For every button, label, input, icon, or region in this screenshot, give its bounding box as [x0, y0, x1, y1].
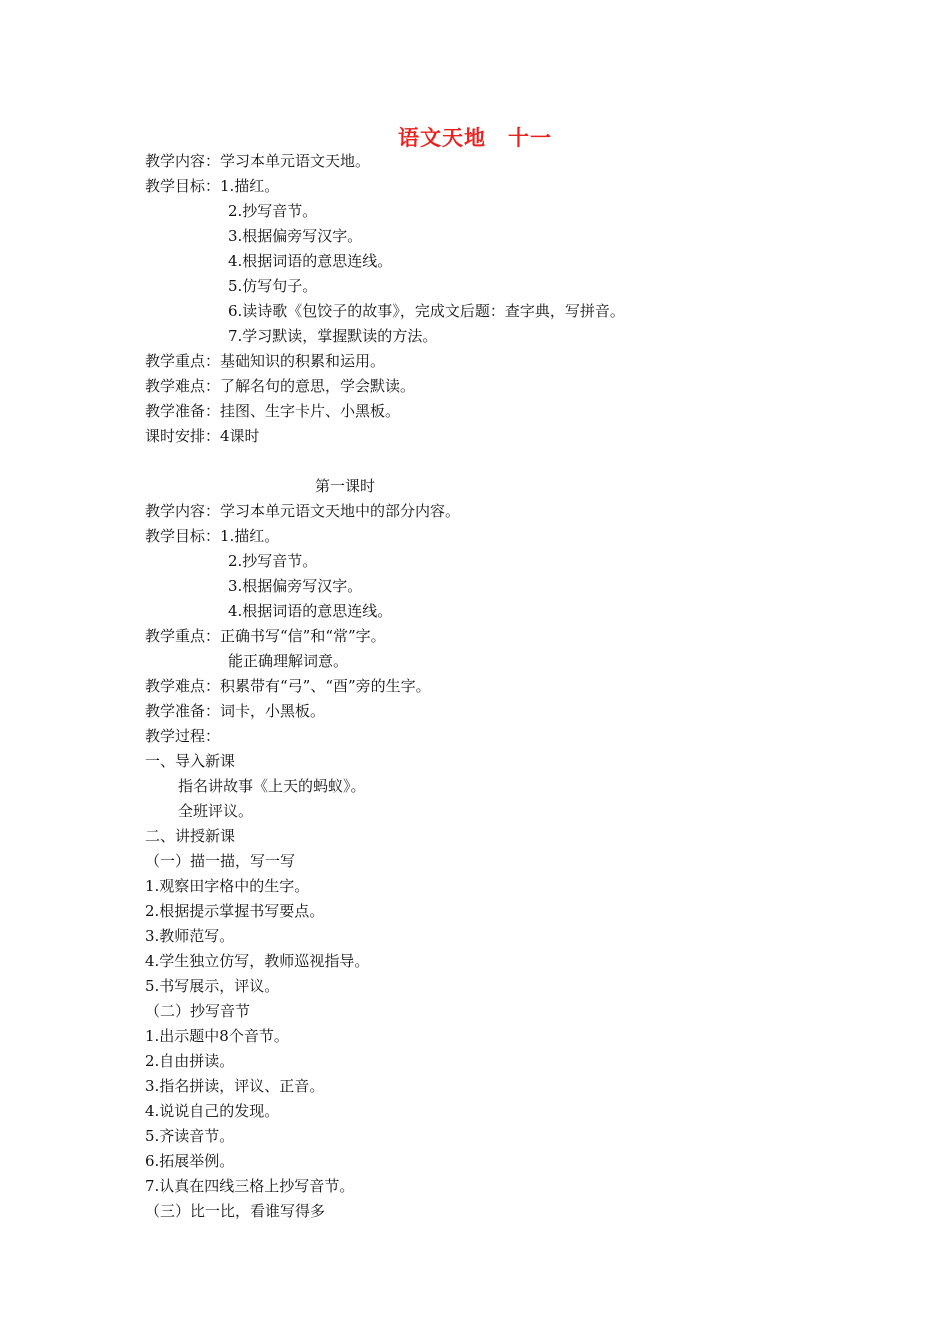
- list-item: 7.认真在四线三格上抄写音节。: [145, 1177, 355, 1195]
- list-item: 4.说说自己的发现。: [145, 1102, 280, 1120]
- lesson-line: 4.根据词语的意思连线。: [228, 602, 393, 620]
- list-item: 4.学生独立仿写，教师巡视指导。: [145, 952, 370, 970]
- lesson-line: 指名讲故事《上天的蚂蚁》。: [178, 777, 366, 795]
- lesson-line: 全班评议。: [178, 802, 254, 820]
- teaching-goal-2: 2.抄写音节。: [228, 202, 318, 220]
- lesson-line: 2.抄写音节。: [228, 552, 318, 570]
- lesson-heading: 第一课时: [314, 477, 375, 495]
- lesson-line: 教学准备：词卡，小黑板。: [145, 702, 326, 720]
- list-item: 3.教师范写。: [145, 927, 235, 945]
- teaching-goal-6: 6.读诗歌《包饺子的故事》，完成文后题：查字典，写拼音。: [228, 302, 625, 320]
- lesson-schedule: 课时安排：4课时: [145, 427, 260, 445]
- section-heading: 二、讲授新课: [145, 827, 236, 845]
- section-heading: 一、导入新课: [145, 752, 236, 770]
- list-item: 1.出示题中8个音节。: [145, 1027, 289, 1045]
- list-item: 3.指名拼读，评议、正音。: [145, 1077, 325, 1095]
- lesson-line: 教学难点：积累带有“弓”、“酉”旁的生字。: [145, 677, 431, 695]
- teaching-focus: 教学重点：基础知识的积累和运用。: [145, 352, 386, 370]
- teaching-preparation: 教学准备：挂图、生字卡片、小黑板。: [145, 402, 401, 420]
- list-item: 1.观察田字格中的生字。: [145, 877, 310, 895]
- lesson-line: 3.根据偏旁写汉字。: [228, 577, 363, 595]
- lesson-line: 教学过程：: [145, 727, 221, 745]
- teaching-difficulty: 教学难点：了解名句的意思，学会默读。: [145, 377, 416, 395]
- lesson-line: 教学重点：正确书写“信”和“常”字。: [145, 627, 386, 645]
- teaching-goal-4: 4.根据词语的意思连线。: [228, 252, 393, 270]
- subsection-heading: （三）比一比，看谁写得多: [145, 1202, 326, 1220]
- teaching-goal-1: 教学目标：1.描红。: [145, 177, 280, 195]
- list-item: 5.书写展示，评议。: [145, 977, 280, 995]
- lesson-line: 教学内容：学习本单元语文天地中的部分内容。: [145, 502, 461, 520]
- document-title: 语文天地 十一: [398, 125, 552, 150]
- teaching-content: 教学内容：学习本单元语文天地。: [145, 152, 371, 170]
- lesson-line: 教学目标：1.描红。: [145, 527, 280, 545]
- list-item: 2.根据提示掌握书写要点。: [145, 902, 325, 920]
- list-item: 6.拓展举例。: [145, 1152, 235, 1170]
- list-item: 2.自由拼读。: [145, 1052, 235, 1070]
- subsection-heading: （一）描一描，写一写: [145, 852, 296, 870]
- teaching-goal-3: 3.根据偏旁写汉字。: [228, 227, 363, 245]
- subsection-heading: （二）抄写音节: [145, 1002, 251, 1020]
- lesson-line: 能正确理解词意。: [228, 652, 349, 670]
- list-item: 5.齐读音节。: [145, 1127, 235, 1145]
- teaching-goal-7: 7.学习默读，掌握默读的方法。: [228, 327, 438, 345]
- teaching-goal-5: 5.仿写句子。: [228, 277, 318, 295]
